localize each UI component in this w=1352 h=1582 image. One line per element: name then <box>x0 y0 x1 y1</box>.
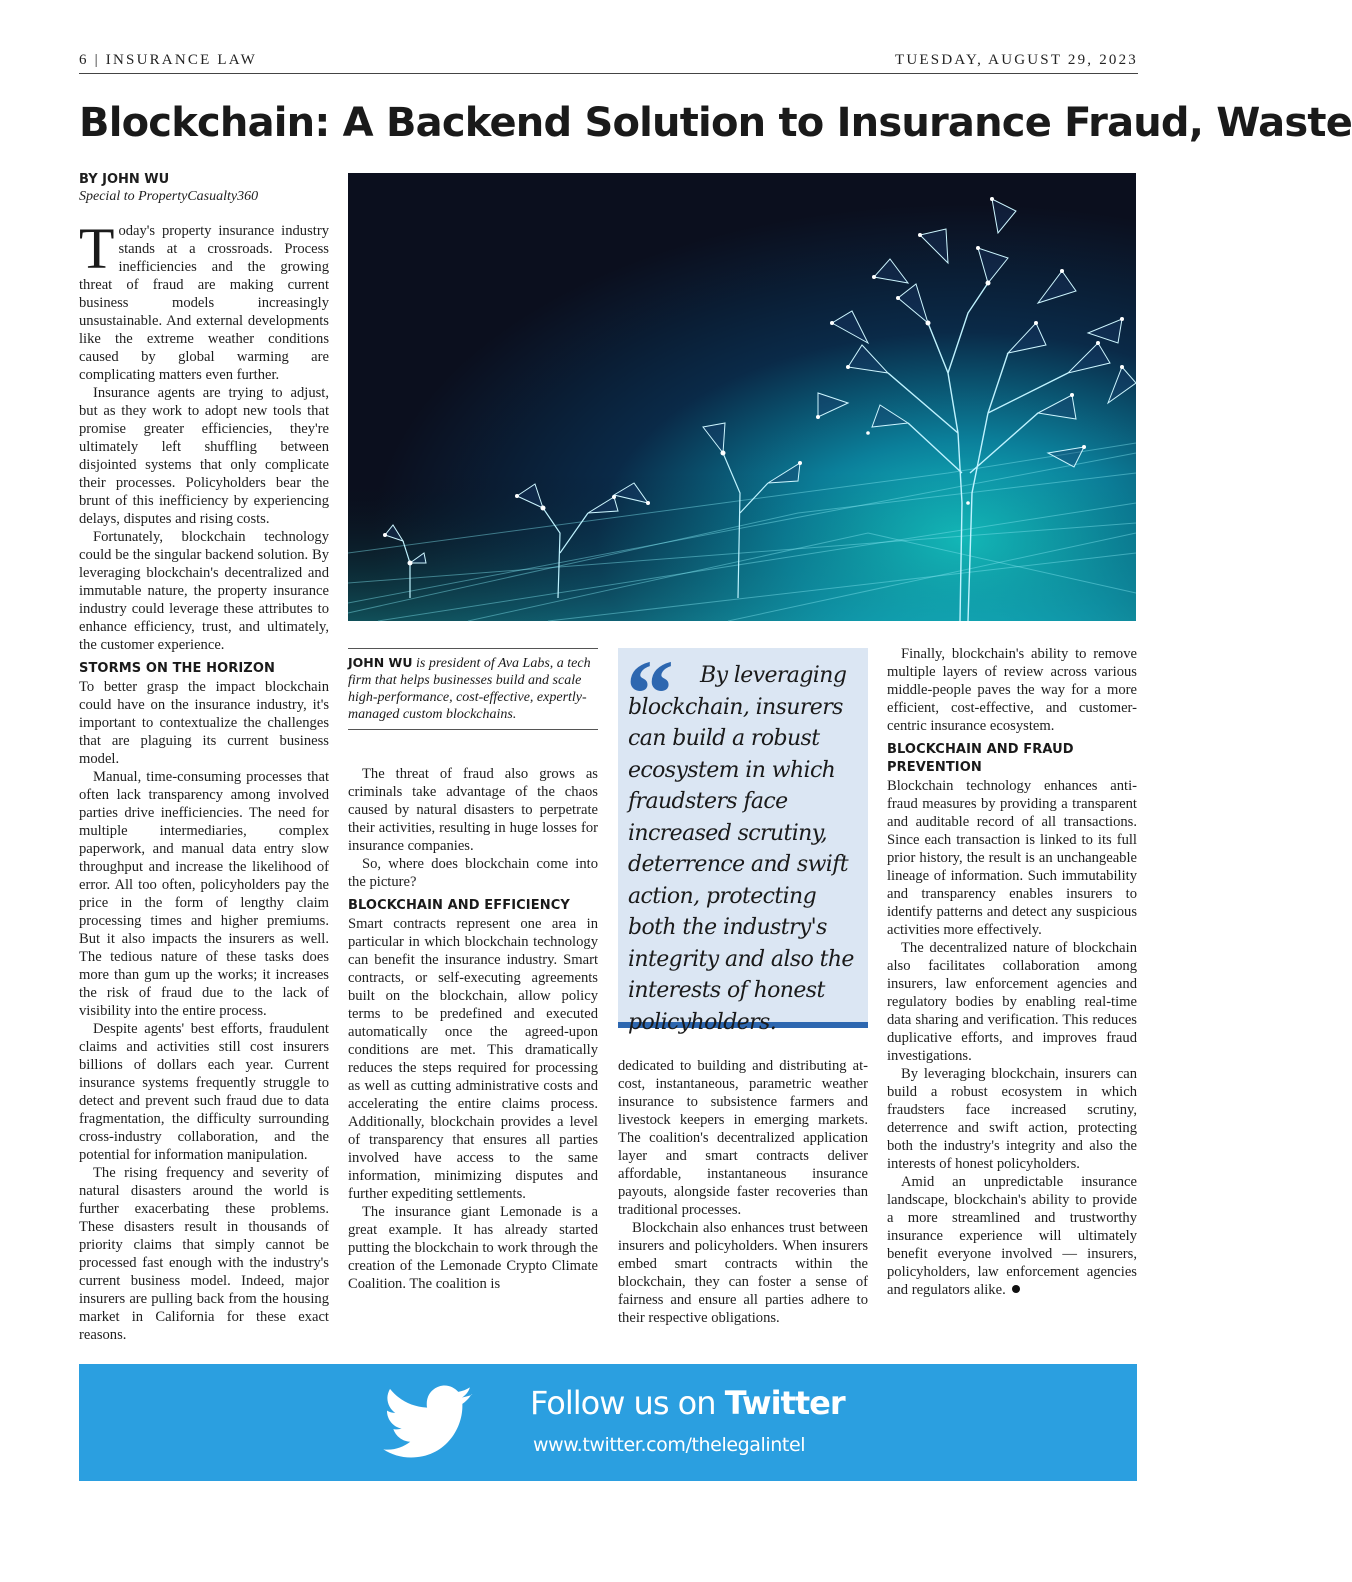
follow-us-title[interactable]: Follow us on Twitter <box>530 1384 845 1422</box>
paragraph: Blockchain also enhances trust between insurers and policyholders. When insurers embed smart contracts within the blockchain, they can foster a sense of fairness and ensure all parties adhere to their respective obligations. <box>618 1220 868 1326</box>
blockchain-tree-illustration <box>348 173 1136 621</box>
paragraph: The insurance giant Lemonade is a great example. It has already started putting the blockchain to work through the creation of the Lemonade Crypto Climate Coalition. The coalition is <box>348 1204 598 1292</box>
article-headline: Blockchain: A Backend Solution to Insurance Fraud, Waste <box>79 100 1352 146</box>
paragraph: The decentralized nature of blockchain also facilitates collaboration among insurers, law enforcement agencies and regulatory bodies by enabling real-time data sharing and verification. This reduces duplicative efforts, and improves fraud investigations. <box>887 940 1137 1064</box>
drop-cap: T <box>79 216 115 281</box>
closing-paragraph: Amid an unpredictable insurance landscape, blockchain's ability to provide a more streamlined and trustworthy insurance experience will ultimately benefit everyone involved — insurers, policyholders, law enforcement agencies and regulators alike. <box>887 1174 1137 1298</box>
section-label: 6 | INSURANCE LAW <box>79 52 257 68</box>
section-heading-efficiency: BLOCKCHAIN AND EFFICIENCY <box>348 898 570 913</box>
twitter-url-link[interactable]: www.twitter.com/thelegalintel <box>533 1434 806 1456</box>
article-column-1 <box>79 171 329 1344</box>
paragraph: Smart contracts represent one area in particular in which blockchain technology can benefit the insurance industry. Smart contracts, or self-executing agreements built on the blockchain, allow policy terms to be predefined and executed automatically once the agreed-upon conditions are met. This dramatically reduces the steps required for processing as well as cutting administrative costs and accelerating the entire claims process. Additionally, blockchain provides a level of transparency that ensures all parties involved have access to the same information, minimizing disputes and further expediting settlements. <box>348 916 598 1202</box>
byline-special: Special to PropertyCasualty360 <box>79 189 259 204</box>
bio-author-name: JOHN WU <box>348 655 413 670</box>
paragraph: The threat of fraud also grows as criminals take advantage of the chaos caused by natural disasters to perpetrate their activities, resulting in huge losses for insurance companies. <box>348 766 598 854</box>
article-column-2 <box>348 765 598 1293</box>
paragraph: The rising frequency and severity of natural disasters around the world is further exacerbating these problems. These disasters result in thousands of priority claims that simply cannot be processed fast enough with the industry's current business model. Indeed, major insurers are pulling back from the housing market in California for these exact reasons. <box>79 1165 329 1343</box>
section-heading-fraud-prevention: BLOCKCHAIN AND FRAUD PREVENTION <box>887 742 1074 775</box>
quote-mark-icon: “ <box>626 640 674 747</box>
article-column-3 <box>618 1057 868 1327</box>
paragraph: To better grasp the impact blockchain could have on the insurance industry, it's important to contextualize the challenges that are plaguing its current business model. <box>79 679 329 767</box>
paragraph: So, where does blockchain come into the picture? <box>348 856 598 890</box>
paragraph: dedicated to building and distributing at-cost, instantaneous, parametric weather insurance to subsistence farmers and livestock keepers in emerging markets. The coalition's decentralized application layer and smart contracts deliver affordable, instantaneous insurance payouts, alongside faster recoveries than traditional processes. <box>618 1058 868 1218</box>
paragraph: Finally, blockchain's ability to remove multiple layers of review across various middle-people paves the way for a more efficient, cost-effective, and customer-centric insurance ecosystem. <box>887 646 1137 734</box>
paragraph: Fortunately, blockchain technology could be the singular backend solution. By leveraging blockchain's decentralized and immutable nature, the property insurance industry could leverage these attributes to enhance efficiency, trust, and ultimately, the customer experience. <box>79 529 329 653</box>
paragraph: Insurance agents are trying to adjust, but as they work to adopt new tools that promise greater efficiencies, they're ultimately left shuffling between disjointed systems that only complicate their processes. Policyholders bear the brunt of this inefficiency by experiencing delays, disputes and rising costs. <box>79 385 329 527</box>
paragraph: Manual, time-consuming processes that often lack transparency among involved parties drive inefficiencies. The need for multiple intermediaries, complex paperwork, and manual data entry slow throughput and increase the likelihood of error. All too often, policyholders pay the price in the form of lengthy claim processing times and higher premiums. But it also impacts the insurers as well. The tedious nature of these tasks does more than gum up the works; it increases the risk of fraud due to the lack of visibility into the entire process. <box>79 769 329 1019</box>
end-mark-icon <box>1012 1285 1020 1293</box>
paragraph: Blockchain technology enhances anti-fraud measures by providing a transparent and auditable record of all transactions. Since each transaction is linked to its full prior history, the result is an unchangeable lineage of information. Such immutability and transparency enables insurers to identify patterns and detect any suspicious activities more effectively. <box>887 778 1137 938</box>
pull-quote <box>618 640 868 1035</box>
article-column-4 <box>887 645 1137 1299</box>
lead-paragraph: Today's property insurance industry stands at a crossroads. Process inefficiencies and the growing threat of fraud are making current business models increasingly unsustainable. And external developments like the extreme weather conditions caused by global warming are complicating matters even further. <box>79 216 329 383</box>
twitter-follow-banner[interactable] <box>79 1364 1137 1481</box>
section-heading-storms: STORMS ON THE HORIZON <box>79 661 275 676</box>
pull-quote-text: By leveraging blockchain, insurers can build a robust ecosystem in which fraudsters face increased scrutiny, deterrence and swift action, protecting both the industry's integrity and also the interests of honest policyholders. <box>628 663 854 1035</box>
twitter-brand: Twitter <box>724 1384 845 1422</box>
author-bio <box>348 648 598 730</box>
paragraph: By leveraging blockchain, insurers can build a robust ecosystem in which fraudsters face increased scrutiny, deterrence and swift action, protecting both the industry's integrity and also the interests of honest policyholders. <box>887 1066 1137 1172</box>
page-folio <box>79 50 1138 74</box>
bio-text: is president of Ava Labs, a tech firm that helps businesses build and scale high-performance, cost-effective, expertly-managed custom blockchains. <box>348 656 591 722</box>
issue-date: TUESDAY, AUGUST 29, 2023 <box>895 52 1138 68</box>
twitter-bird-icon[interactable] <box>384 1384 474 1462</box>
paragraph: Despite agents' best efforts, fraudulent claims and activities still cost insurers billions of dollars each year. Current insurance systems frequently struggle to detect and prevent such fraud due to data fragmentation, the difficulty surrounding cross-industry collaboration, and the potential for information manipulation. <box>79 1021 329 1163</box>
byline-author: BY JOHN WU <box>79 172 170 187</box>
